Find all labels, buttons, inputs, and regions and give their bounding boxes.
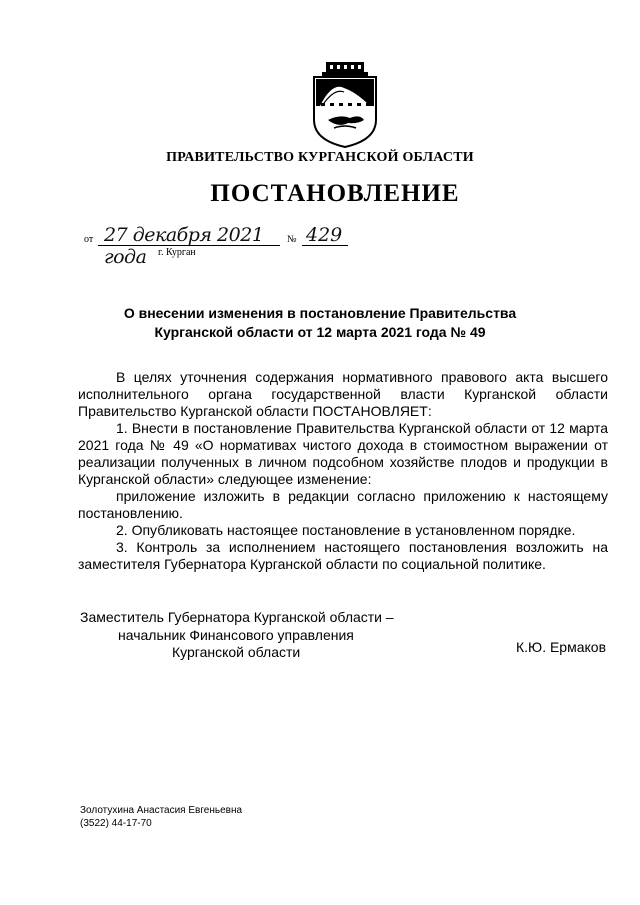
body-paragraph-item-3: 3. Контроль за исполнением настоящего постановления возложить на заместителя Губернатора Курганской области по социальной политике. [78,539,608,572]
document-title [0,304,640,342]
number-sign-label: № [287,234,297,245]
document-dateline [84,224,384,268]
signer-position-line-2: начальник Финансового управления [118,627,354,643]
executor-footer [80,804,242,830]
signer-name: К.Ю. Ермаков [516,639,607,655]
title-line-1: О внесении изменения в постановление Правительства [123,305,517,321]
government-name: ПРАВИТЕЛЬСТВО КУРГАНСКОЙ ОБЛАСТИ [166,150,474,165]
date-prefix-label: от [84,234,94,245]
title-line-2: Курганской области от 12 марта 2021 года № 49 [154,324,486,340]
body-paragraph-preamble: В целях уточнения содержания нормативного правового акта высшего исполнительного органа государственной власти Курганской области Правительство Курганской области ПОСТАНОВЛЯЕТ: [78,369,608,419]
body-paragraph-item-1: 1. Внести в постановление Правительства Курганской области от 12 марта 2021 года № 49 «О нормативах чистого дохода в стоимостном выражении от реализации полученных в личном подсобном хозяйстве плодов и продукции в Курганской области» следующее изменение: [78,420,608,487]
document-body [78,369,608,573]
executor-name: Золотухина Анастасия Евгеньевна [80,805,243,816]
date-underline [98,245,280,246]
document-number-handwritten: 429 [306,224,343,246]
coat-of-arms-emblem [310,62,380,148]
document-city: г. Курган [158,247,196,258]
executor-phone: (3522) 44-17-70 [80,818,152,829]
body-paragraph-item-1-change: приложение изложить в редакции согласно приложению к настоящему постановлению. [78,488,608,521]
number-underline [302,245,348,246]
signer-position-line-3: Курганской области [172,644,301,660]
document-date-handwritten: 27 декабря 2021 года [104,224,264,268]
document-type-heading: ПОСТАНОВЛЕНИЕ [210,180,460,207]
signer-position-line-1: Заместитель Губернатора Курганской области – [80,609,394,625]
body-paragraph-item-2: 2. Опубликовать настоящее постановление в установленном порядке. [116,522,576,538]
